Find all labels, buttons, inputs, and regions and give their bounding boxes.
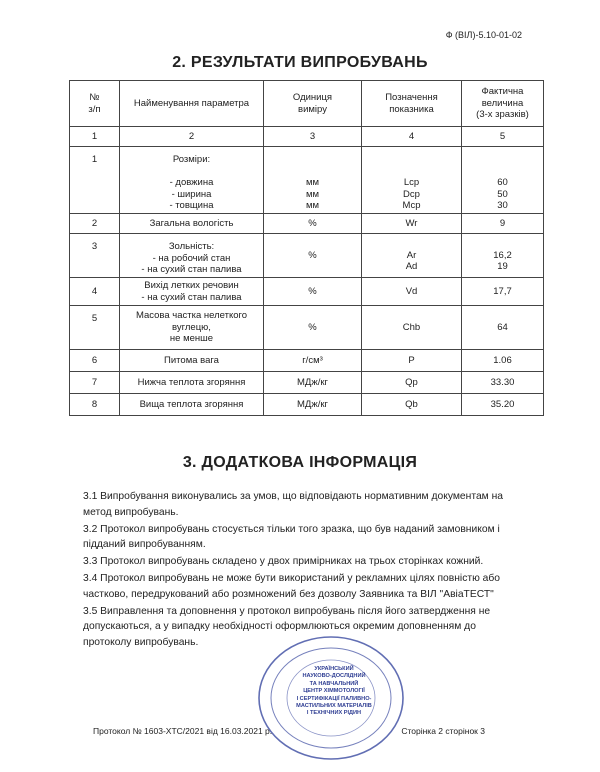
row-unit: МДж/кг	[264, 394, 362, 416]
row-value: 16,2 19	[462, 234, 544, 278]
row-parameter: Зольність: - на робочий стан - на сухий стан палива	[120, 234, 264, 278]
row-unit: %	[264, 278, 362, 306]
table-row	[70, 394, 544, 416]
row-number: 3	[70, 234, 120, 278]
row-value: 33.30	[462, 372, 544, 394]
row-unit: %	[264, 214, 362, 234]
row-number: 8	[70, 394, 120, 416]
row-parameter: Розміри: - довжина - ширина - товщина	[120, 147, 264, 214]
footer-protocol: Протокол № 1603-ХТС/2021 від 16.03.2021 р.	[93, 726, 273, 736]
table-row	[70, 350, 544, 372]
info-paragraph: 3.4 Протокол випробувань не може бути використаний у рекламних цілях повністю або частково, передрукований або розмножений без дозволу Заявника та ВІЛ "АвіаТЕСТ"	[83, 573, 501, 600]
col-number: 1	[70, 127, 120, 147]
row-code: Qb	[362, 394, 462, 416]
row-parameter: Нижча теплота згоряння	[120, 372, 264, 394]
results-table	[69, 80, 544, 416]
row-code: Qp	[362, 372, 462, 394]
row-number: 6	[70, 350, 120, 372]
table-row	[70, 147, 544, 214]
additional-info	[83, 489, 523, 652]
header-name: Найменування параметра	[120, 81, 264, 127]
row-parameter: Загальна вологість	[120, 214, 264, 234]
row-value: 60 50 30	[462, 147, 544, 214]
row-parameter: Масова частка нелеткого вуглецю, не менше	[120, 306, 264, 350]
table-row	[70, 214, 544, 234]
row-unit: МДж/кг	[264, 372, 362, 394]
row-parameter: Питома вага	[120, 350, 264, 372]
row-code: P	[362, 350, 462, 372]
row-value: 9	[462, 214, 544, 234]
row-number: 4	[70, 278, 120, 306]
row-value: 35.20	[462, 394, 544, 416]
row-parameter: Вихід летких речовин - на сухий стан палива	[120, 278, 264, 306]
row-code: Wr	[362, 214, 462, 234]
column-number-row	[70, 127, 544, 147]
info-paragraph: 3.1 Випробування виконувались за умов, що відповідають нормативним документам на метод випробувань.	[83, 491, 504, 518]
row-parameter: Вища теплота згоряння	[120, 394, 264, 416]
row-unit: мм мм мм	[264, 147, 362, 214]
header-designation: Позначення показника	[362, 81, 462, 127]
row-code: Ar Ad	[362, 234, 462, 278]
row-code: Vd	[362, 278, 462, 306]
row-value: 17,7	[462, 278, 544, 306]
info-paragraph: 3.3 Протокол випробувань складено у двох примірниках на трьох сторінках кожний.	[83, 556, 484, 567]
info-paragraph: 3.2 Протокол випробувань стосується тільки того зразка, що був наданий замовником і підданий випробуванням.	[83, 523, 500, 550]
stamp-text: УКРАЇНСЬКИЙ НАУКОВО-ДОСЛІДНИЙ ТА НАВЧАЛЬНИЙ ЦЕНТР ХІММОТОЛОГІЇ І СЕРТИФІКАЦІЇ ПАЛИВНО- МАСТИЛЬНИХ МАТЕРІАЛІВ І ТЕХНІЧНИХ РІДИН	[296, 666, 372, 717]
table-row	[70, 372, 544, 394]
col-number: 4	[362, 127, 462, 147]
col-number: 5	[462, 127, 544, 147]
header-actual: Фактична величина (3-х зразків)	[462, 81, 544, 127]
col-number: 3	[264, 127, 362, 147]
row-number: 7	[70, 372, 120, 394]
row-number: 1	[70, 147, 120, 214]
row-code: Chb	[362, 306, 462, 350]
table-row	[70, 234, 544, 278]
row-code: Lср Dср Мср	[362, 147, 462, 214]
form-code: Ф (ВІЛ)-5.10-01-02	[445, 30, 522, 40]
header-unit: Одиниця виміру	[264, 81, 362, 127]
footer-page-number: Сторінка 2 сторінок 3	[401, 726, 485, 736]
table-header-row	[70, 81, 544, 127]
info-paragraph: 3.5 Виправлення та доповнення у протокол випробувань після його затвердження не допускаються, а у випадку необхідності оформлюються окремим доповненням до протоколу випробувань.	[83, 605, 491, 648]
section2-title: 2. РЕЗУЛЬТАТИ ВИПРОБУВАНЬ	[172, 54, 428, 71]
row-number: 2	[70, 214, 120, 234]
row-unit: г/см³	[264, 350, 362, 372]
header-num: № з/п	[70, 81, 120, 127]
row-value: 1.06	[462, 350, 544, 372]
row-number: 5	[70, 306, 120, 350]
row-unit: %	[264, 306, 362, 350]
row-unit: %	[264, 234, 362, 278]
table-row	[70, 306, 544, 350]
row-value: 64	[462, 306, 544, 350]
col-number: 2	[120, 127, 264, 147]
section3-title: 3. ДОДАТКОВА ІНФОРМАЦІЯ	[182, 454, 418, 471]
table-row	[70, 278, 544, 306]
